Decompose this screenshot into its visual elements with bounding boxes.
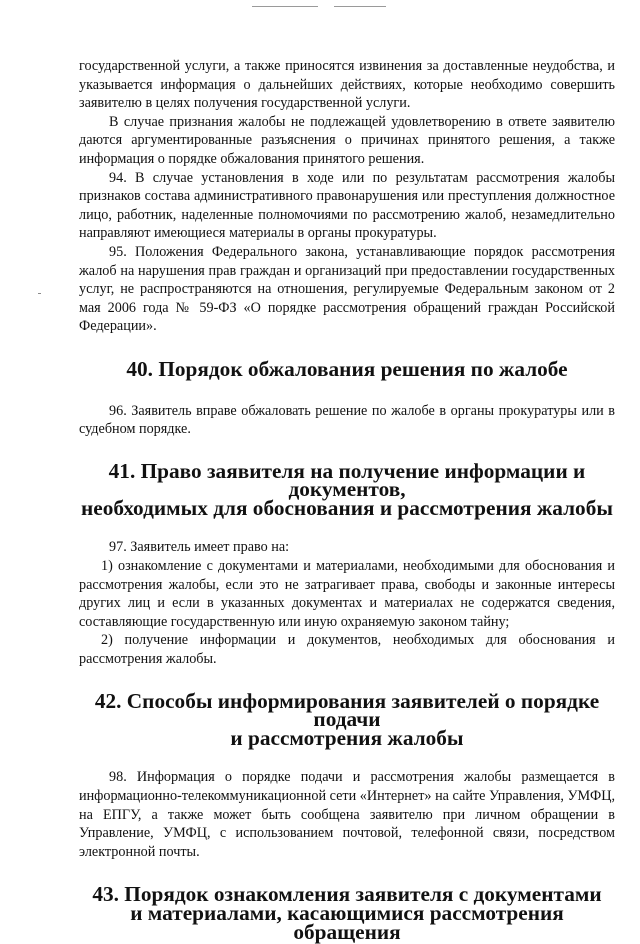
section-42-heading <box>79 688 615 750</box>
document-page <box>79 57 615 944</box>
section-42-title-line2: и рассмотрения жалобы <box>230 725 464 750</box>
paragraph-95: 95. Положения Федерального закона, устанавливающие порядок рассмотрения жалоб на нарушения прав граждан и организаций при предоставлении государственных услуг, не распространяются на отношения, регулируемые Федеральным законом от 2 мая 2006 года № 59-ФЗ «О порядке рассмотрения обращений граждан Российской Федерации». <box>79 243 615 335</box>
section-43-title-line1: 43. Порядок ознакомления заявителя с документами <box>92 882 602 907</box>
top-scan-line <box>334 6 386 7</box>
paragraph-97-item-2: 2) получение информации и документов, необходимых для обоснования и рассмотрения жалобы. <box>79 632 615 668</box>
section-41-title-line1: 41. Право заявителя на получение информации и документов, <box>108 458 586 502</box>
section-40-heading <box>79 356 615 381</box>
paragraph-97-item-1: 1) ознакомление с документами и материалами, необходимыми для обоснования и рассмотрения жалобы, если это не затрагивает права, свободы и законные интересы других лиц и если в указанных документах и материалах не содержатся сведения, составляющие государственную или иную охраняемую законом тайну; <box>79 558 615 630</box>
section-43-title-line2: и материалами, касающимися рассмотрения обращения <box>130 900 564 944</box>
paragraph-96: 96. Заявитель вправе обжаловать решение по жалобе в органы прокуратуры или в судебном порядке. <box>79 402 615 438</box>
section-42-title-line1: 42. Способы информирования заявителей о порядке подачи <box>94 688 600 732</box>
top-scan-line <box>252 6 318 7</box>
paragraph-97: 97. Заявитель имеет право на: <box>109 539 290 556</box>
section-41-heading <box>79 458 615 520</box>
paragraph-94: 94. В случае установления в ходе или по результатам рассмотрения жалобы признаков состава административного правонарушения или преступления должностное лицо, работник, наделенные полномочиями по рассмотрению жалоб, незамедлительно направляют имеющиеся материалы в органы прокуратуры. <box>79 169 615 242</box>
paragraph-98: 98. Информация о порядке подачи и рассмотрения жалобы размещается в информационно-телекоммуникационной сети «Интернет» на сайте Управления, УМФЦ, на ЕПГУ, а также может быть сообщена заявителю при личном обращении в Управление, УМФЦ, с использованием почтовой, телефонной связи, посредством электронной почты. <box>79 769 615 860</box>
section-43-heading <box>79 882 615 944</box>
scan-artifact <box>38 293 41 294</box>
section-40-title: 40. Порядок обжалования решения по жалобе <box>126 356 568 381</box>
paragraph-complaint-rejected: В случае признания жалобы не подлежащей удовлетворению в ответе заявителю даются аргументированные разъяснения о причинах принятого решения, а также информация о порядке обжалования принятого решения. <box>79 113 615 167</box>
paragraph-continuation: государственной услуги, а также приносятся извинения за доставленные неудобства, и указывается информация о дальнейших действиях, которые необходимо совершить заявителю в целях получения государственной услуги. <box>79 58 615 112</box>
section-41-title-line2: необходимых для обоснования и рассмотрения жалобы <box>81 495 613 520</box>
